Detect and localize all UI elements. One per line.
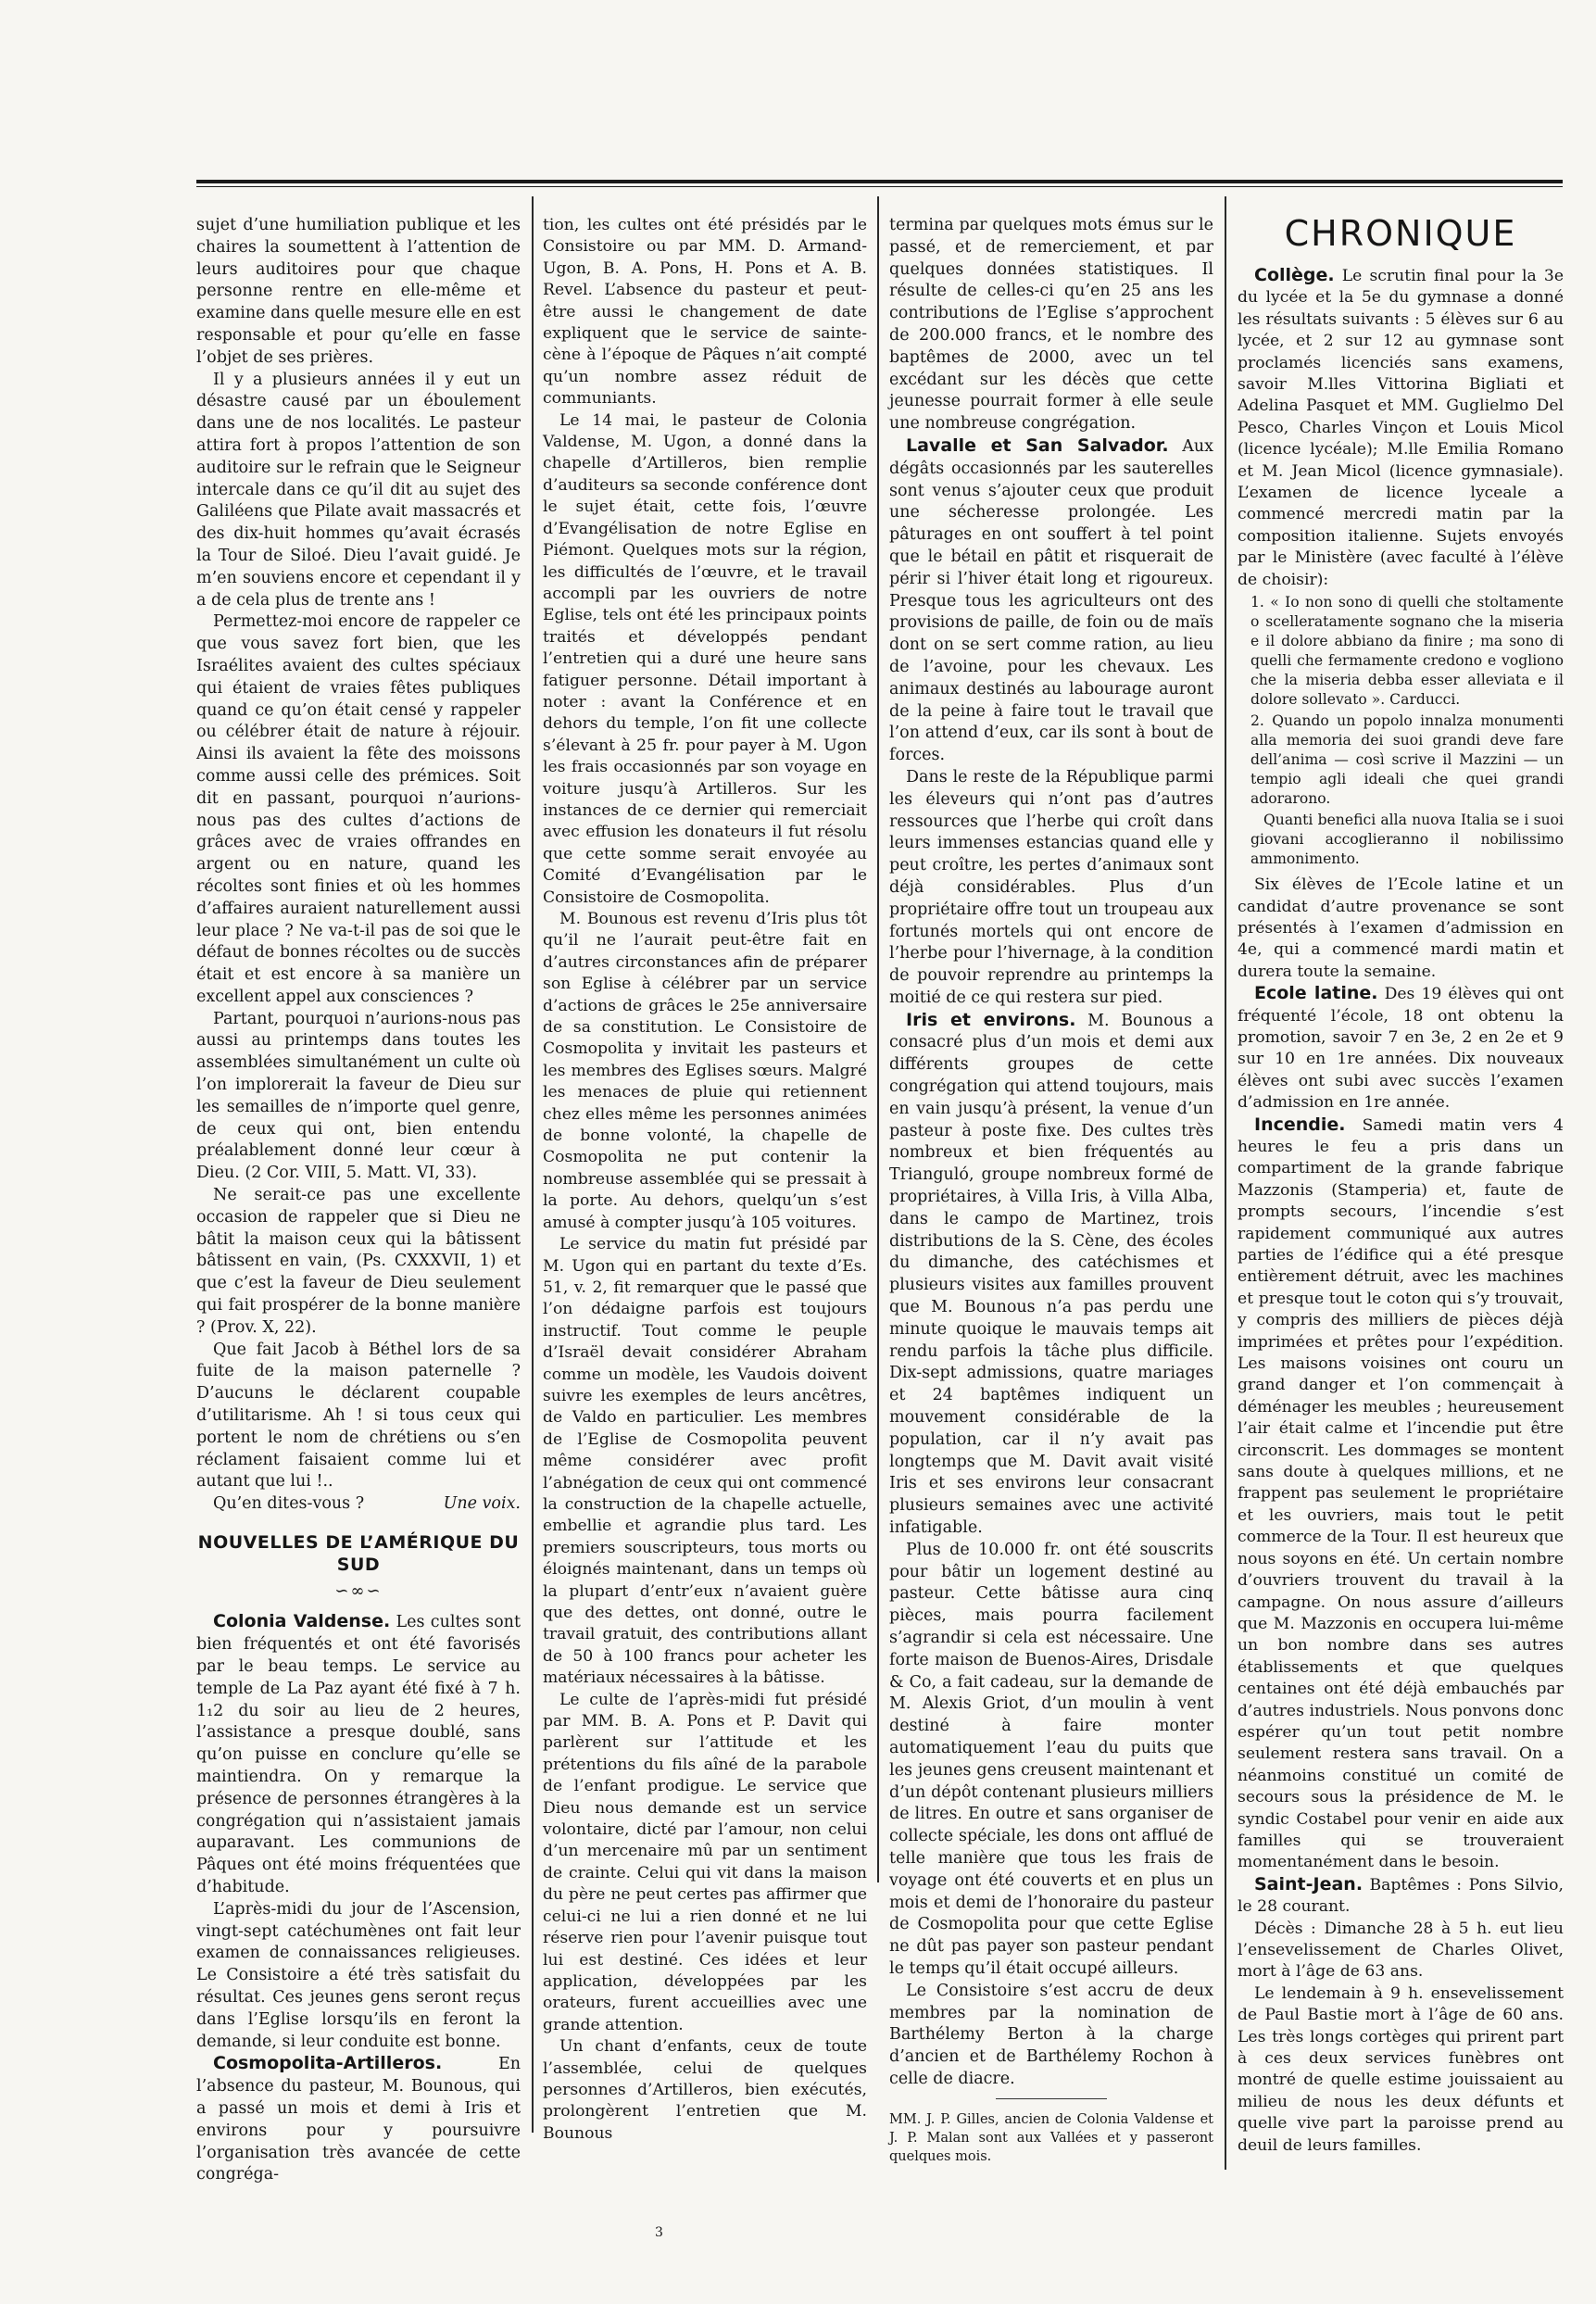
paragraph: Dans le reste de la République parmi les éleveurs qui n’ont pas d’autres ressources que l’herbe qui croît dans leurs immenses estancias quand elle y peut croître, les pertes d’animaux sont déjà considérables. Plus d’un propriétaire offre tout un troupeau aux fortunés mortels qui ont encore de l’herbe pour l’hivernage, à la condition de pouvoir reprendre au printemps la moitié de ce qui restera sur pied. bbox=[889, 767, 1213, 1007]
news-lead: Saint-Jean. bbox=[1254, 1873, 1364, 1895]
news-text: Des 19 élèves qui ont fréquenté l’école, 18 ont obtenu la promotion, savoir 7 en 3e, 2 en 2e et 9 sur 10 en 1re années. Dix nouveaux élèves ont subi avec succès l’examen d’admission en 1re année. bbox=[1238, 985, 1564, 1113]
page-number: 3 bbox=[655, 2225, 663, 2240]
news-item-ecole-latine bbox=[1238, 983, 1564, 1114]
paragraph: sujet d’une humiliation publique et les chaires la soumettent à l’attention de leurs auditoires pour que chaque personne rentre en elle-même et examine dans quelle mesure elle en est responsable et pour qu’elle en fasse l’objet de ses prières. bbox=[196, 216, 521, 367]
paragraph: Six élèves de l’Ecole latine et un candidat d’autre provenance se sont présentés à l’examen d’admission en 4e, qui a commencé mardi matin et durera toute la semaine. bbox=[1238, 875, 1564, 981]
news-text: En l’absence du pasteur, M. Bounous, qui a passé un mois et demi à Iris et environs pour y poursuivre l’organisation très avancée de cette congréga- bbox=[196, 2055, 521, 2184]
paragraph: Que fait Jacob à Béthel lors de sa fuite de la maison paternelle ? D’aucuns le déclarent coupable d’utilitarisme. Ah ! si tous ceux qui portent le nom de chrétiens ou s’en réclament faisaient comme lui et autant que lui !.. bbox=[196, 1340, 521, 1492]
paragraph: Le lendemain à 9 h. ensevelissement de Paul Bastie mort à l’âge de 60 ans. Les très longs cortèges qui prirent part à ces deux services funèbres ont montré de quelle estime jouissaient au milieu de nous les deux défunts et quelle vive part la paroisse prend au deuil de leurs familles. bbox=[1238, 1983, 1564, 2155]
header-rule bbox=[196, 180, 1563, 183]
paragraph: L’après-midi du jour de l’Ascension, vingt-sept catéchumènes ont fait leur examen de connaissances religieuses. Le Consistoire a été très satisfait du résultat. Ces jeunes gens seront reçus dans l’Eglise lorsqu’ils en feront la demande, si leur conduite est bonne. bbox=[196, 1899, 521, 2051]
column-divider-2 bbox=[877, 196, 879, 1882]
column-divider-1 bbox=[532, 196, 534, 2133]
paragraph: Le 14 mai, le pasteur de Colonia Valdense, M. Ugon, a donné dans la chapelle d’Artilleros, bien remplie d’auditeurs sa seconde conférence dont le sujet était, cette fois, l’œuvre d’Evangélisation de notre Eglise en Piémont. Quelques mots sur la région, les difficultés de l’œuvre, et le travail accompli par les ouvriers de notre Eglise, tels ont été les principaux points traités et développés pendant l’entretien qui a duré une heure sans fatiguer personne. Détail important à noter : avant la Conférence et en dehors du temple, l’on fit une collecte s’élevant à 25 fr. pour payer à M. Ugon les frais occasionnés par son voyage en voiture jusqu’à Artilleros. Sur les instances de ce dernier qui remerciait avec effusion les donateurs il fut résolu que cette somme serait envoyée au Comité d’Evangélisation par le Consistoire de Cosmopolita. bbox=[543, 410, 867, 907]
paragraph: termina par quelques mots émus sur le passé, et de remerciement, et par quelques données statistiques. Il résulte de celles-ci qu’en 25 ans les contributions de l’Eglise s’approchent de 200.000 francs, et le nombre des baptêmes de 2000, avec un tel excédant sur les décès que cette jeunesse pourrait former à elle seule une nombreuse congrégation. bbox=[889, 216, 1213, 434]
closing-line bbox=[196, 1493, 521, 1516]
paragraph: Plus de 10.000 fr. ont été souscrits pour bâtir un logement destiné au pasteur. Cette bâtisse aura cinq pièces, mais pourra facilement s’agrandir si cela est nécessaire. Une forte maison de Buenos-Aires, Drisdale & Co, a fait cadeau, sur la demande de M. Alexis Griot, d’un moulin à vent destiné à faire monter automatiquement l’eau du puits que les jeunes gens creusent maintenant et d’un dépôt contenant plusieurs milliers de litres. En outre et sans organiser de collecte spéciale, les dons ont afflué de telle manière que tous les frais de voyage ont été couverts et en plus un mois et demi de l’honoraire du pasteur de Cosmopolita pour que cette Eglise ne dût pas payer son pasteur pendant le temps qu’il était occupé ailleurs. bbox=[889, 1540, 1213, 1978]
news-item-colonia bbox=[196, 1611, 521, 1898]
news-lead: Collège. bbox=[1254, 265, 1335, 285]
footnote-rule bbox=[996, 2098, 1107, 2099]
news-item-saint-jean bbox=[1238, 1874, 1564, 1919]
news-lead: Colonia Valdense. bbox=[213, 1611, 391, 1632]
paragraph: M. Bounous est revenu d’Iris plus tôt qu’il ne l’aurait peut-être fait en d’autres circonstances afin de préparer son Eglise à célébrer par un service d’actions de grâces le 25e anniversaire de sa constitution. Le Consistoire de Cosmopolita y invitait les pasteurs et les membres des Eglises sœurs. Malgré les menaces de pluie qui retiennent chez elles même les personnes animées de bonne volonté, la chapelle de Cosmopolita ne put contenir la nombreuse assemblée qui se pressait à la porte. Au dehors, quelqu’un s’est amusé à compter jusqu’à 105 voitures. bbox=[543, 910, 867, 1232]
column-2 bbox=[543, 215, 867, 2145]
news-lead: Ecole latine. bbox=[1254, 983, 1378, 1004]
column-1 bbox=[196, 215, 521, 2186]
exam-subject: 2. Quando un popolo innalza monumenti alla memoria dei suoi grandi deve fare dell’anima — così scrive il Mazzini — un tempio agli ideali che quei grandi adorarono. bbox=[1250, 712, 1564, 808]
exam-subject: Quanti benefici alla nuova Italia se i suoi giovani accoglieranno il nobilissimo ammonimento. bbox=[1250, 812, 1564, 868]
news-text: Samedi matin vers 4 heures le feu a pris dans un compartiment de la grande fabrique Mazzonis (Stamperia) et, faute de prompts secours, l’incendie s’est rapidement communiqué aux autres parties de l’édifice qui a été presque entièrement détruit, avec les machines et presque tout le coton qui s’y trouvait, y compris des milliers de pièces déjà imprimées et prêtes pour l’expédition. Les maisons voisines ont couru un grand danger et l’on commençait à déménager les meubles ; heureusement l’air était calme et l’incendie put être circonscrit. Les dommages se montent sans doute à quelques millions, et ne frappent pas seulement le propriétaire et les ouvriers, mais tout le petit commerce de la Tour. Il est heureux que nous soyons en été. Un certain nombre d’ouvriers trouvent du travail à la campagne. On nous assure d’ailleurs que M. Mazzonis en occupera lui-même un bon nombre dans ses autres établissements et que quelques centaines ont été déjà embauchés par d’autres industriels. Nous ponvons donc espérer qu’un tout petit nombre seulement restera sans travail. On a néanmoins constitué un comité de secours sous la présidence de M. le syndic Costabel pour venir en aide aux familles qui se trouveraient momentanément dans le besoin. bbox=[1238, 1115, 1564, 1872]
paragraph: Ne serait-ce pas une excellente occasion de rappeler que si Dieu ne bâtit la maison ceux qui la bâtissent bâtissent en vain, (Ps. CXXXVII, 1) et que c’est la faveur de Dieu seulement qui fait prospérer de la bonne manière ? (Prov. X, 22). bbox=[196, 1186, 521, 1337]
news-text: Le scrutin final pour la 3e du lycée et la 5e du gymnase a donné les résultats suivants : 5 élèves sur 6 au lycée, et 2 sur 12 au gymnase sont proclamés licenciés sans examens, savoir M.lles Vittorina Bigliati et Adelina Pasquet et MM. Guglielmo Del Pesco, Charles Vinçon et Louis Micol (licence lycéale); M.lle Emilia Romano et M. Jean Micol (licence gymnasiale). L’examen de licence lyceale a commencé mercredi matin par la composition italienne. Sujets envoyés par le Ministère (avec faculté à l’élève de choisir): bbox=[1238, 267, 1564, 589]
closing-question: Qu’en dites-vous ? bbox=[213, 1494, 365, 1514]
news-lead: Iris et environs. bbox=[906, 1009, 1076, 1030]
footnote: MM. J. P. Gilles, ancien de Colonia Valdense et J. P. Malan sont aux Vallées et y passeront quelques mois. bbox=[889, 2111, 1213, 2164]
paragraph: Permettez-moi encore de rappeler ce que vous savez fort bien, que les Israélites avaient des cultes spéciaux qui étaient de vraies fêtes publiques quand ce qu’on était censé y rappeler ou célébrer était de nature à réjouir. Ainsi ils avaient la fête des moissons comme aussi celle des prémices. Soit dit en passant, pourquoi n’aurions-nous pas des cultes d’actions de grâces avec de vraies offrandes en argent ou en nature, quand les récoltes sont finies et où les hommes d’affaires auraient naturellement aussi leur place ? Ne va-t-il pas de soi que le défaut de bonnes récoltes ou de succès était et est encore à sa manière un excellent appel aux consciences ? bbox=[196, 612, 521, 1006]
news-lead: Cosmopolita-Artilleros. bbox=[213, 2053, 443, 2074]
section-title: NOUVELLES DE L’AMÉRIQUE DU SUD bbox=[197, 1532, 520, 1575]
column-4 bbox=[1238, 215, 1564, 2157]
paragraph: Le Consistoire s’est accru de deux membres par la nomination de Barthélemy Berton à la charge d’ancien et de Barthélemy Rochon à celle de diacre. bbox=[889, 1981, 1213, 2088]
paragraph: Le service du matin fut présidé par M. Ugon qui en partant du texte d’Es. 51, v. 2, fit remarquer que le passé que l’on dédaigne parfois est toujours instructif. Tout comme le peuple d’Israël devait considérer Abraham comme un modèle, les Vaudois doivent suivre les exemples de leurs ancêtres, de Valdo en particulier. Les membres de l’Eglise de Cosmopolita peuvent même considérer avec profit l’abnégation de ceux qui ont commencé la construction de la chapelle actuelle, embellie et agrandie plus tard. Les premiers souscripteurs, tous morts ou éloignés maintenant, dans un temps où la plupart d’entr’eux n’avaient guère que des dettes, ont donné, outre le travail gratuit, des contributions allant de 50 à 100 francs pour acheter les matériaux nécessaires à la bâtisse. bbox=[543, 1235, 867, 1688]
exam-subject: 1. « Io non sono di quelli che stoltamente o scelleratamente sognano che la miseria e il dolore abbiano da finire ; ma sono di quelli che fermamente credono e vogliono che la miseria debba esser alleviata e il dolore sollevato ». Carducci. bbox=[1250, 594, 1564, 709]
news-text: Baptêmes : Pons Silvio, le 28 courant. bbox=[1238, 1875, 1564, 1917]
column-divider-3 bbox=[1225, 196, 1226, 2170]
news-item-college bbox=[1238, 265, 1564, 591]
paragraph: tion, les cultes ont été présidés par le Consistoire ou par MM. D. Armand-Ugon, B. A. Pons, H. Pons et A. B. Revel. L’absence du pasteur et peut-être aussi le changement de date expliquent que le service de sainte-cène à l’époque de Pâques n’ait compté qu’un nombre assez réduit de communiants. bbox=[543, 216, 867, 409]
exam-subjects bbox=[1250, 593, 1564, 869]
news-lead: Incendie. bbox=[1254, 1114, 1346, 1135]
news-item-iris bbox=[889, 1010, 1213, 1540]
news-text: Aux dégâts occasionnés par les sauterelles sont venus s’ajouter ceux que produit une sécheresse prolongée. Les pâturages en ont souffert à tel point que le bétail en pâtit et risquerait de périr si l’hiver était long et rigoureux. Presque tous les agriculteurs ont des provisions de paille, de foin ou de maïs dont on se sert comme ration, au lieu de l’avoine, pour les chevaux. Les animaux destinés au labourage auront de la peine à faire tout le travail que l’on attend d’eux, car ils sont à bout de forces. bbox=[889, 436, 1213, 765]
chronique-title: CHRONIQUE bbox=[1284, 213, 1517, 254]
paragraph: Décès : Dimanche 28 à 5 h. eut lieu l’ensevelissement de Charles Olivet, mort à l’âge de 63 ans. bbox=[1238, 1919, 1564, 1982]
column-3 bbox=[889, 215, 1213, 2166]
news-lead: Lavalle et San Salvador. bbox=[906, 434, 1169, 456]
paragraph: Un chant d’enfants, ceux de toute l’assemblée, celui de quelques personnes d’Artilleros, bien exécutés, prolongèrent l’entretien que M. Bounous bbox=[543, 2037, 867, 2143]
news-text: M. Bounous a consacré plus d’un mois et demi aux différents groupes de cette congrégation qui attend toujours, mais en vain jusqu’à présent, la venue d’un pasteur à poste fixe. Des cultes très nombreux et bien fréquentés au Trianguló, groupe nombreux formé de propriétaires, à Villa Iris, à Villa Alba, dans le campo de Martinez, trois distributions de la S. Cène, des écoles du dimanche, des catéchismes et plusieurs visites aux familles prouvent que M. Bounous n’a pas perdu une minute quoique le mauvais temps ait rendu parfois la tâche plus difficile. Dix-sept admissions, quatre mariages et 24 baptêmes indiquent un mouvement considérable de la population, car il n’y avait pas longtemps que M. Davit avait visité Iris et ses environs leur consacrant plusieurs semaines avec une activité infatigable. bbox=[889, 1011, 1214, 1538]
paragraph: Il y a plusieurs années il y eut un désastre causé par un éboulement dans une de nos localités. Le pasteur attira fort à propos l’attention de son auditoire sur le refrain que le Seigneur intercale dans ce qu’il dit au sujet des Galiléens que Pilate avait massacrés et des dix-huit hommes qu’avait écrasés la Tour de Siloé. Dieu l’avait guidé. Je m’en souviens encore et cependant il y a de cela plus de trente ans ! bbox=[196, 370, 521, 610]
signature: Une voix. bbox=[443, 1494, 521, 1514]
paragraph: Le culte de l’après-midi fut présidé par MM. B. A. Pons et P. Davit qui parlèrent sur l’attitude et les prétentions du fils aîné de la parabole de l’enfant prodigue. Le service que Dieu nous demande est un service volontaire, dicté par l’amour, non celui d’un mercenaire mû par un sentiment de crainte. Celui qui vit dans la maison du père ne peut certes pas affirmer que celui-ci ne lui a rien donné et ne lui réserve rien pour l’avenir puisque tout lui est destiné. Ces idées et leur application, développées par les orateurs, furent accueillies avec une grande attention. bbox=[543, 1690, 867, 2034]
ornament: ∽∞∽ bbox=[334, 1580, 383, 1601]
news-item-lavalle bbox=[889, 435, 1213, 767]
paragraph: Partant, pourquoi n’aurions-nous pas aussi au printemps dans toutes les assemblées simultanément un culte où l’on implorerait la faveur de Dieu sur les semailles de n’importe quel genre, de ceux qui ont, bien entendu préalablement donné leur cœur à Dieu. (2 Cor. VIII, 5. Matt. VI, 33). bbox=[196, 1009, 521, 1183]
news-item-cosmopolita bbox=[196, 2053, 521, 2186]
header-rule-thin bbox=[196, 186, 1563, 187]
news-item-incendie bbox=[1238, 1114, 1564, 1874]
news-text: Les cultes sont bien fréquentés et ont été favorisés par le beau temps. Le service au temple de La Paz ayant été fixé à 7 h. 1₁2 du soir au lieu de 2 heures, l’assistance a presque doublé, sans qu’on puisse en conclure qu’elle se maintiendra. On y remarque la présence de personnes étrangères à la congrégation qui n’assistaient jamais auparavant. Les communions de Pâques ont été moins fréquentées que d’habitude. bbox=[196, 1613, 521, 1896]
